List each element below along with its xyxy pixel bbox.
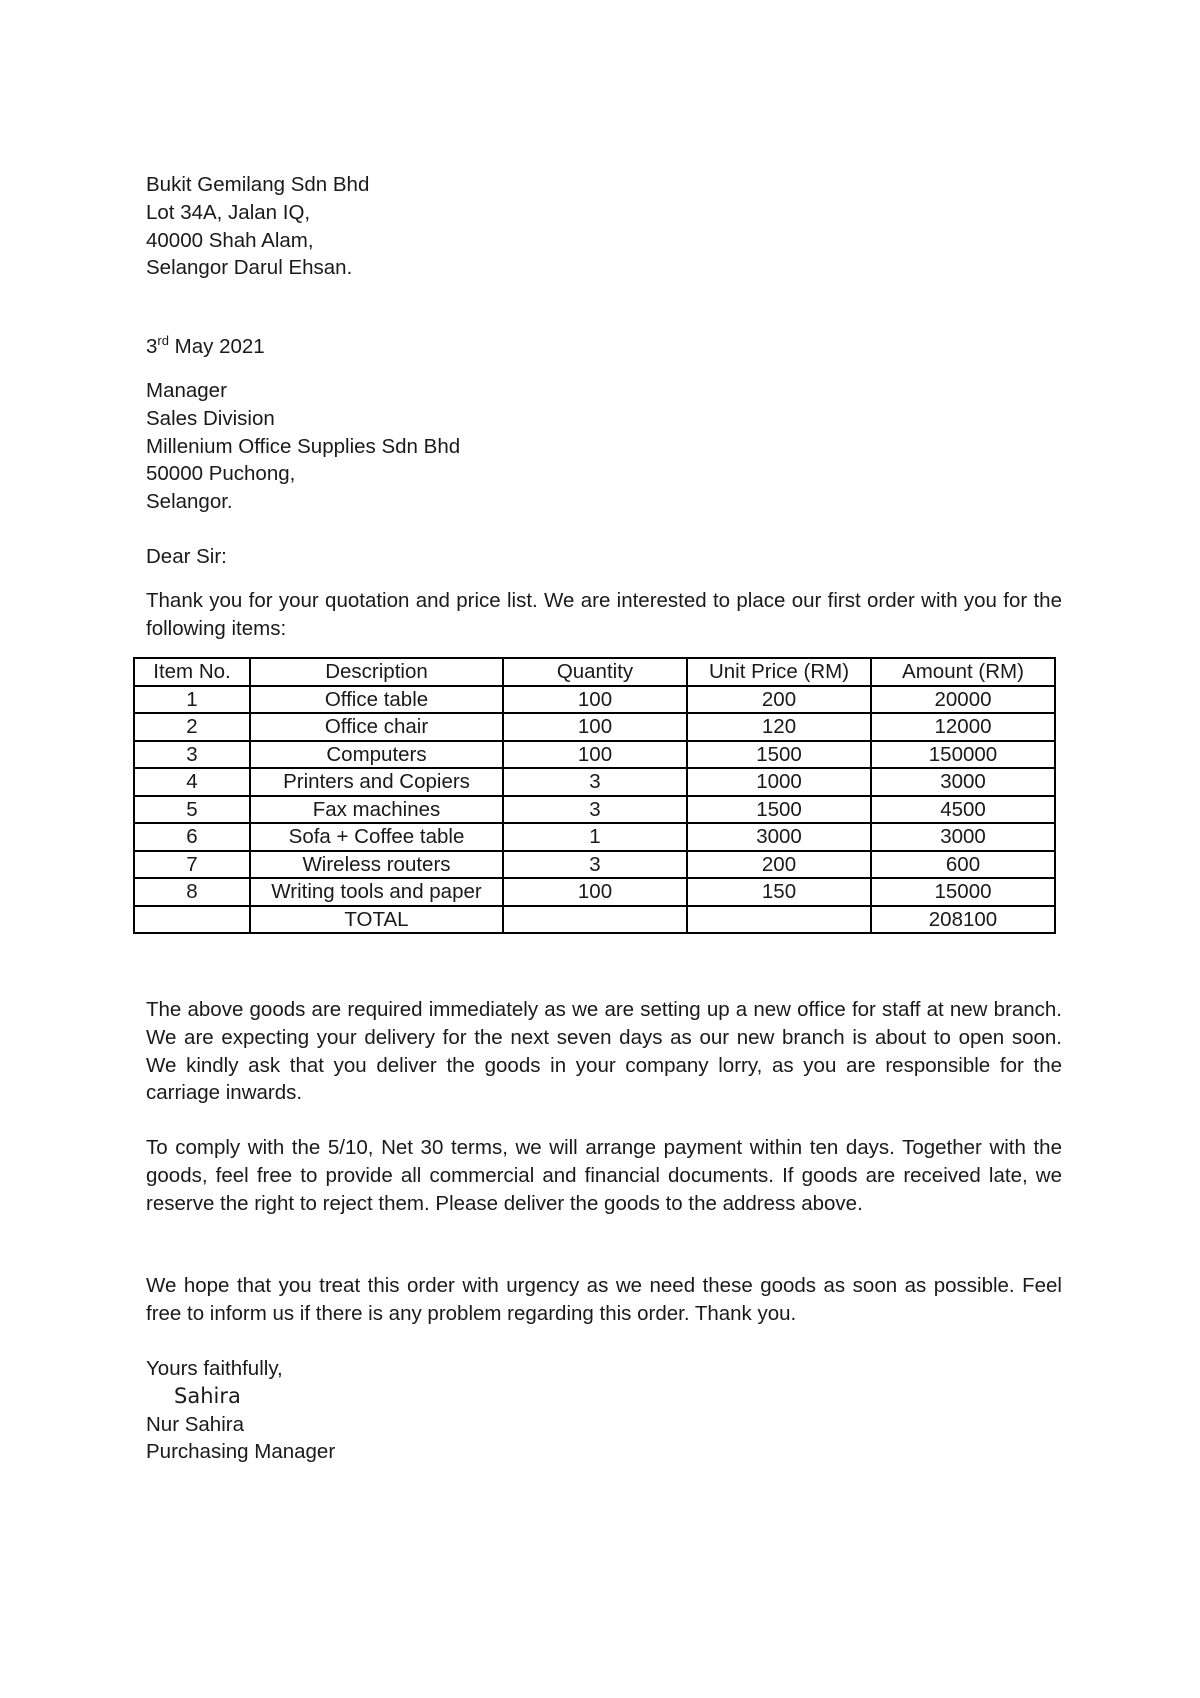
body-paragraph-payment: To comply with the 5/10, Net 30 terms, we will arrange payment within ten days. Together with the goods, feel free to provide all commercial and financial documents. If goods are received late, we reserve the right to reject them. Please deliver the goods to the address above. [146, 1136, 1062, 1215]
cell-quantity: 3 [503, 851, 687, 879]
cell-item-no: 2 [134, 713, 250, 741]
cell-description: Office chair [250, 713, 503, 741]
cell-amount: 4500 [871, 796, 1055, 824]
table-row [134, 796, 1055, 824]
signer-name: Nur Sahira [146, 1412, 244, 1436]
header-item-no: Item No. [134, 658, 250, 686]
header-description: Description [250, 658, 503, 686]
cell-unit-price: 1500 [687, 796, 871, 824]
cell-description: Computers [250, 741, 503, 769]
cell-quantity: 100 [503, 686, 687, 714]
table-row [134, 768, 1055, 796]
sender-city: 40000 Shah Alam, [146, 228, 314, 252]
cell-amount: 3000 [871, 823, 1055, 851]
cell-description: Printers and Copiers [250, 768, 503, 796]
valediction: Yours faithfully, [146, 1357, 283, 1380]
cell-total-empty [134, 906, 250, 934]
table-row [134, 713, 1055, 741]
date-suffix: rd [157, 333, 169, 348]
cell-description: Writing tools and paper [250, 878, 503, 906]
cell-quantity: 1 [503, 823, 687, 851]
cell-description: Office table [250, 686, 503, 714]
order-table [133, 657, 1056, 934]
cell-item-no: 8 [134, 878, 250, 906]
table-row [134, 823, 1055, 851]
header-quantity: Quantity [503, 658, 687, 686]
cell-item-no: 3 [134, 741, 250, 769]
sender-street: Lot 34A, Jalan IQ, [146, 200, 311, 224]
cell-description: Sofa + Coffee table [250, 823, 503, 851]
cell-unit-price: 200 [687, 851, 871, 879]
cell-amount: 600 [871, 851, 1055, 879]
cell-quantity: 3 [503, 768, 687, 796]
header-amount: Amount (RM) [871, 658, 1055, 686]
cell-total-empty [503, 906, 687, 934]
cell-quantity: 100 [503, 713, 687, 741]
cell-amount: 150000 [871, 741, 1055, 769]
cell-total-label: TOTAL [250, 906, 503, 934]
sender-address [146, 171, 1062, 282]
intro-paragraph: Thank you for your quotation and price list. We are interested to place our first order with you for the following items: [146, 589, 1062, 640]
date-month-year: May 2021 [168, 335, 265, 358]
recipient-address [146, 377, 1062, 516]
signature: Sahira [174, 1383, 241, 1408]
table-total-row [134, 906, 1055, 934]
cell-unit-price: 150 [687, 878, 871, 906]
recipient-city: 50000 Puchong, [146, 462, 296, 486]
closing-block [146, 1355, 1062, 1466]
recipient-title: Manager [146, 379, 227, 402]
cell-unit-price: 1500 [687, 741, 871, 769]
cell-unit-price: 3000 [687, 823, 871, 851]
cell-item-no: 7 [134, 851, 250, 879]
body-paragraph-delivery: The above goods are required immediately as we are setting up a new office for staff at new branch. We are expecting your delivery for the next seven days as our new branch is about to open soon. We kindly ask that you deliver the goods in your company lorry, as you are responsible for the carriage inwards. [146, 998, 1062, 1105]
table-row [134, 851, 1055, 879]
sender-state: Selangor Darul Ehsan. [146, 256, 353, 280]
cell-unit-price: 200 [687, 686, 871, 714]
table-header-row [134, 658, 1055, 686]
body-paragraph-urgency: We hope that you treat this order with urgency as we need these goods as soon as possible. Feel free to inform us if there is any problem regarding this order. Thank you. [146, 1274, 1062, 1325]
recipient-division: Sales Division [146, 406, 275, 430]
cell-item-no: 1 [134, 686, 250, 714]
cell-unit-price: 120 [687, 713, 871, 741]
cell-total-amount: 208100 [871, 906, 1055, 934]
sender-company: Bukit Gemilang Sdn Bhd [146, 173, 370, 196]
recipient-company: Millenium Office Supplies Sdn Bhd [146, 434, 461, 458]
letter-date [146, 333, 1062, 361]
cell-item-no: 5 [134, 796, 250, 824]
cell-amount: 12000 [871, 713, 1055, 741]
cell-item-no: 4 [134, 768, 250, 796]
cell-quantity: 3 [503, 796, 687, 824]
cell-amount: 15000 [871, 878, 1055, 906]
table-row [134, 741, 1055, 769]
cell-item-no: 6 [134, 823, 250, 851]
cell-description: Wireless routers [250, 851, 503, 879]
signer-title: Purchasing Manager [146, 1440, 336, 1464]
cell-description: Fax machines [250, 796, 503, 824]
date-day: 3 [146, 335, 158, 358]
header-unit-price: Unit Price (RM) [687, 658, 871, 686]
salutation: Dear Sir: [146, 545, 227, 568]
cell-amount: 3000 [871, 768, 1055, 796]
table-row [134, 878, 1055, 906]
cell-unit-price: 1000 [687, 768, 871, 796]
cell-quantity: 100 [503, 878, 687, 906]
recipient-state: Selangor. [146, 490, 233, 514]
cell-quantity: 100 [503, 741, 687, 769]
table-row [134, 686, 1055, 714]
cell-amount: 20000 [871, 686, 1055, 714]
cell-total-empty [687, 906, 871, 934]
